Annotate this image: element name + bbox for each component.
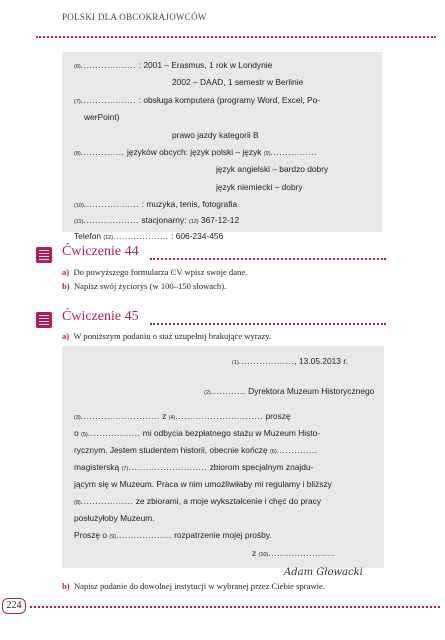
task-text: Napisz podanie do dowolnej instytucji w wybranej przez Ciebie sprawie.: [73, 581, 326, 591]
line-text: proszę: [263, 411, 291, 421]
line-text: magisterską: [74, 462, 122, 472]
gap-dots: .......................: [268, 548, 336, 558]
line-text: : 606-234-456: [168, 231, 224, 241]
gap-number: (7): [121, 466, 129, 472]
task-marker: b): [62, 281, 70, 291]
gap-dots: ...........................: [128, 462, 208, 472]
line-text: ze zbiorami, a moje wykształcenie i chęć do pracy: [133, 496, 322, 506]
line-text: Telefon: [74, 231, 104, 241]
line-text: Proszę o: [74, 530, 110, 540]
signature: Adam Głowacki: [284, 567, 363, 578]
gap-dots: ...................: [83, 199, 140, 209]
gap-number: (3): [74, 415, 81, 421]
gap-number: (8): [74, 151, 81, 157]
letter-addressee-line: [204, 386, 374, 398]
gap-dots: ...................: [80, 95, 137, 105]
task-marker: a): [62, 331, 70, 341]
line-text: : 2001 – Erasmus, 1 rok w Londynie: [138, 60, 273, 70]
cv-line-skills-3: [172, 130, 259, 140]
line-text: języków obcych: język polski – język: [124, 147, 264, 157]
gap-number: (12): [103, 235, 114, 241]
line-text: mi odbycia bezpłatnego stażu w Muzeum Histo-: [140, 428, 321, 438]
line-text: 367-12-12: [198, 215, 240, 225]
gap-number: (8): [74, 500, 81, 506]
exercise-45-title: Ćwiczenie 45: [62, 309, 139, 324]
gap-dots: ...................: [238, 356, 295, 366]
line-text: z: [159, 411, 169, 421]
exercise-icon: [36, 312, 52, 328]
letter-closing-line: [252, 548, 336, 560]
cv-line-languages-3: [216, 182, 303, 192]
gap-dots: ...............: [80, 147, 125, 157]
gap-dots: ............: [210, 386, 246, 396]
cv-line-skills-2: [84, 112, 119, 122]
header-dotted-rule: [36, 36, 436, 38]
line-text: z: [252, 548, 259, 558]
line-text: język angielski – bardzo dobry: [216, 164, 329, 174]
letter-body-line-8: [74, 530, 272, 542]
gap-dots: ..................: [87, 428, 141, 438]
gap-dots: ...................: [113, 231, 169, 241]
line-text: Dyrektora Muzeum Historycznego: [245, 386, 375, 396]
line-text: język niemiecki – dobry: [216, 182, 303, 192]
gap-number: (9): [109, 534, 117, 540]
gap-dots: ................: [270, 147, 318, 157]
exercise-45-task-b: [62, 581, 325, 591]
line-text: zbiorom specjalnym znajdu-: [207, 462, 314, 472]
letter-body-line-4: [74, 462, 313, 474]
line-text: : muzyka, tenis, fotografia: [139, 199, 238, 209]
exercise-45-task-a: [62, 331, 271, 341]
exercise-44-title: Ćwiczenie 44: [62, 244, 139, 259]
page-number: 224: [2, 598, 26, 614]
task-text: W poniższym podaniu o staż uzupełnij brakujące wyrazy.: [73, 331, 272, 341]
gap-dots: ...........................: [80, 411, 160, 421]
cv-line-education-2: [172, 77, 303, 87]
letter-body-line-2: [74, 428, 320, 440]
line-text: stacjonarny:: [139, 215, 189, 225]
line-text: posłużyłoby Muzeum.: [74, 513, 155, 523]
letter-body-line-7: [74, 513, 155, 523]
line-text: : obsługa komputera (programy Word, Excel, Po-: [138, 95, 321, 105]
task-text: Napisz swój życiorys (w 100–150 słowach).: [73, 281, 227, 291]
exercise-icon: [36, 247, 52, 263]
gap-number: (6): [269, 449, 277, 455]
gap-dots: ...................: [83, 215, 139, 225]
gap-number: (5): [81, 432, 88, 438]
exercise-44-task-b: [62, 281, 226, 291]
line-text: prawo jazdy kategorii B: [172, 130, 259, 140]
gap-number: (10): [258, 552, 269, 558]
letter-body-line-5: [74, 479, 332, 489]
cv-line-phone-mobile: [74, 231, 223, 243]
gap-number: (9): [263, 151, 271, 157]
gap-number: (6): [74, 64, 81, 70]
letter-date-line: [232, 356, 348, 368]
line-text: werPoint): [84, 112, 120, 122]
task-marker: a): [62, 267, 70, 277]
gap-number: (1): [232, 360, 239, 366]
gap-dots: ..............................: [175, 411, 264, 421]
line-text: 2002 – DAAD, 1 semestr w Berlinie: [172, 77, 304, 87]
exercise-44-task-a: [62, 267, 247, 277]
line-text: , 13.05.2013 r.: [294, 356, 348, 366]
gap-dots: ..................: [80, 496, 134, 506]
cv-line-phone-home: [74, 215, 239, 227]
cv-line-education-1: [74, 60, 272, 72]
letter-body-line-1: [74, 411, 291, 423]
line-text: rycznym. Jestem studentem historii, obecnie kończę: [74, 445, 270, 455]
footer-dotted-rule: [30, 606, 440, 608]
gap-number: (11): [74, 219, 84, 225]
cv-line-skills-1: [74, 95, 320, 107]
cv-line-interests: [74, 199, 237, 211]
letter-body-line-3: [74, 445, 318, 457]
cv-line-languages-1: [74, 147, 317, 159]
gap-number: (4): [168, 415, 176, 421]
line-text: rozpatrzenie mojej prośby.: [171, 530, 272, 540]
letter-body-line-6: [74, 496, 321, 508]
gap-dots: ..............: [276, 445, 318, 455]
gap-dots: ...................: [116, 530, 172, 540]
gap-number: (7): [74, 99, 81, 105]
gap-dots: ...................: [80, 60, 137, 70]
cv-line-languages-2: [216, 164, 328, 174]
line-text: o: [74, 428, 81, 438]
running-header: POLSKI DLA OBCOKRAJOWCÓW: [62, 12, 207, 22]
gap-number: (2): [204, 390, 211, 396]
task-marker: b): [62, 581, 70, 591]
line-text: jącym się w Muzeum. Praca w nim umożliwiłaby mi regulamy i bliższy: [74, 479, 332, 489]
gap-number: (12): [188, 219, 199, 225]
exercise-44-rule: [150, 258, 386, 260]
exercise-45-rule: [150, 323, 386, 325]
task-text: Do powyższego formularza CV wpisz swoje dane.: [73, 267, 248, 277]
gap-number: (10): [74, 203, 84, 209]
